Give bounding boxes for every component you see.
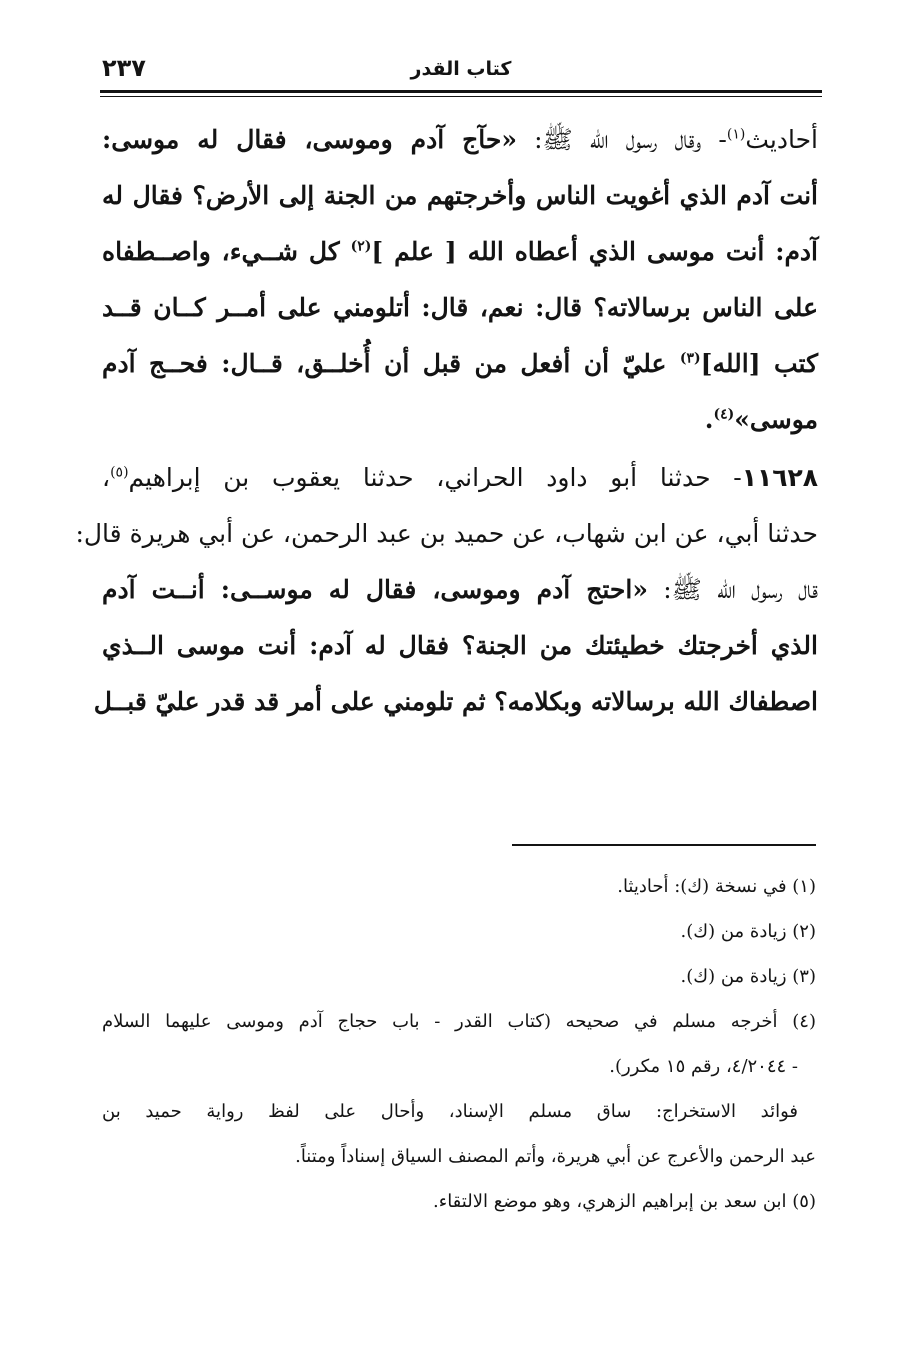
text-span: - وقال رسول الله ﷺ: [516, 125, 727, 154]
text-span: قال رسول الله ﷺ: [647, 575, 819, 604]
footnote-ref: (٣) [679, 350, 701, 367]
text-line [102, 112, 818, 168]
header-rule-thick [100, 90, 822, 93]
footnote-5: (٥) ابن سعد بن إبراهيم الزهري، وهو موضع الالتقاء. [433, 1191, 816, 1212]
footnote-ref: (٢) [350, 238, 372, 255]
footnote-ref: (٥) [110, 464, 129, 481]
hadith-number: ١١٦٢٨ [741, 463, 818, 492]
footnote-4-note-continued: عبد الرحمن والأعرج عن أبي هريرة، وأتم المصنف السياق إسناداً ومتناً. [295, 1146, 816, 1167]
footnote-separator [512, 844, 816, 846]
header-rule-thin [100, 96, 822, 97]
hadith-text: «حآج آدم وموسى، فقال له موسى: [102, 125, 517, 154]
footnote-ref: (٤) [713, 406, 735, 423]
footnote-2: (٢) زيادة من (ك). [680, 921, 816, 942]
text-span: ، [102, 463, 111, 492]
text-line: اصطفاك الله برسالاته وبكلامه؟ ثم تلومني على أمر قد قدر عليّ قبــل [93, 687, 818, 716]
text-line [102, 336, 818, 392]
footnote-ref: (١) [726, 126, 746, 143]
hadith-text: عليّ أن أفعل من قبل أن أُخلــق، قــال: فحــج آدم [102, 349, 680, 378]
text-line: الذي أخرجتك خطيئتك من الجنة؟ فقال له آدم: أنت موسى الــذي [102, 631, 818, 660]
footnote-1: (١) في نسخة (ك): أحاديثا. [617, 876, 816, 897]
text-line: على الناس برسالاته؟ قال: نعم، قال: أتلومني على أمــر كــان قــد [102, 293, 818, 322]
text-line [102, 450, 818, 506]
text-line: حدثنا أبي، عن ابن شهاب، عن حميد بن عبد الرحمن، عن أبي هريرة قال: [75, 519, 818, 548]
text-line [102, 392, 818, 448]
footnotes [102, 866, 816, 1226]
hadith-text: كل شــيء، واصــطفاه [102, 237, 351, 266]
hadith-text: كتب [الله] [700, 349, 818, 378]
hadith-text: موسى» [734, 405, 818, 434]
text-line [102, 224, 818, 280]
footnote-4-note: فوائد الاستخراج: ساق مسلم الإسناد، وأحال على لفظ رواية حميد بن [102, 1101, 798, 1122]
hadith-text: آدم: أنت موسى الذي أعطاه الله [ علم ] [371, 237, 819, 266]
page-number: ٢٣٧ [102, 54, 146, 82]
text-line: أنت آدم الذي أغويت الناس وأخرجتهم من الجنة إلى الأرض؟ فقال له [102, 181, 818, 210]
footnote-3: (٣) زيادة من (ك). [680, 966, 816, 987]
text-line [102, 562, 818, 618]
running-header [100, 54, 822, 90]
text-span: أحاديث [745, 125, 818, 154]
main-text [75, 112, 819, 730]
chapter-title: كتاب القدر [410, 58, 512, 80]
isnad-text: - حدثنا أبو داود الحراني، حدثنا يعقوب بن إبراهيم [128, 463, 742, 492]
text-span: . [704, 405, 714, 434]
hadith-text: «احتج آدم وموسى، فقال له موســى: أنــت آدم [102, 575, 648, 604]
footnote-4-continued: - ٤/٢٠٤٤، رقم ١٥ مكرر). [609, 1056, 798, 1077]
footnote-4: (٤) أخرجه مسلم في صحيحه (كتاب القدر - باب حجاج آدم وموسى عليهما السلام [102, 1011, 816, 1032]
